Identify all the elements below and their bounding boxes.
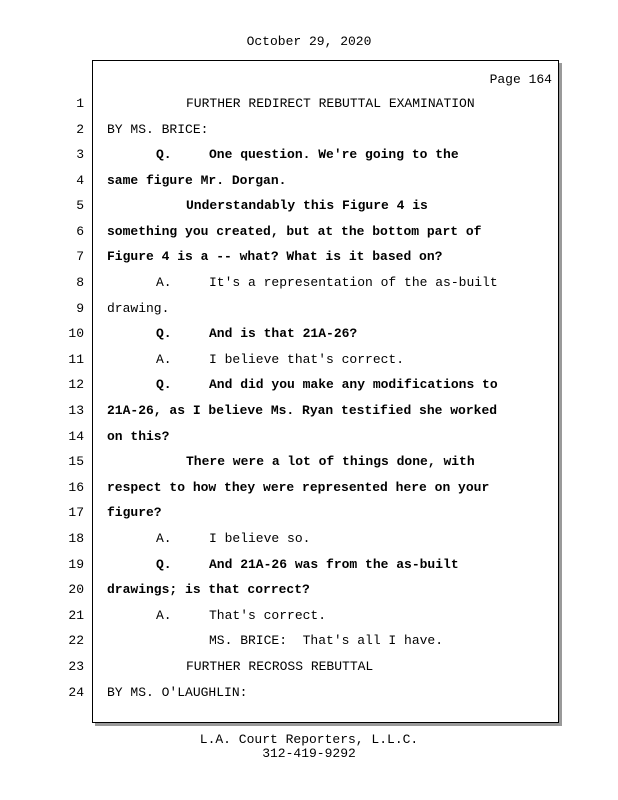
- line-number: 9: [76, 301, 84, 316]
- transcript-line: 21A-26, as I believe Ms. Ryan testified she worked: [107, 403, 498, 418]
- line-number: 1: [76, 96, 84, 111]
- line-number: 2: [76, 122, 84, 137]
- transcript-heading: FURTHER RECROSS REBUTTAL: [186, 659, 374, 674]
- question-label: Q.: [156, 377, 172, 392]
- footer-phone: 312-419-9292: [262, 746, 356, 761]
- line-number: 21: [68, 608, 84, 623]
- line-number: 5: [76, 198, 84, 213]
- transcript-line: That's correct.: [209, 608, 327, 623]
- answer-label: A.: [156, 531, 172, 546]
- transcript-line: And 21A-26 was from the as-built: [209, 557, 459, 572]
- line-number: 7: [76, 249, 84, 264]
- line-number: 8: [76, 275, 84, 290]
- line-number: 4: [76, 173, 84, 188]
- line-number: 10: [68, 326, 84, 341]
- transcript-line: Figure 4 is a -- what? What is it based on?: [107, 249, 443, 264]
- page-number: Page 164: [489, 72, 552, 87]
- transcript-line: MS. BRICE: That's all I have.: [209, 633, 444, 648]
- transcript-line: One question. We're going to the: [209, 147, 459, 162]
- answer-label: A.: [156, 352, 172, 367]
- header-date: October 29, 2020: [246, 34, 372, 49]
- transcript-line: respect to how they were represented here on your: [107, 480, 490, 495]
- transcript-line: figure?: [107, 505, 162, 520]
- line-number: 16: [68, 480, 84, 495]
- transcript-line: drawings; is that correct?: [107, 582, 310, 597]
- transcript-line: And is that 21A-26?: [209, 326, 358, 341]
- line-number: 20: [68, 582, 84, 597]
- line-number: 18: [68, 531, 84, 546]
- question-label: Q.: [156, 557, 172, 572]
- transcript-line: BY MS. BRICE:: [107, 122, 209, 137]
- transcript-line: on this?: [107, 429, 170, 444]
- line-number: 3: [76, 147, 84, 162]
- answer-label: A.: [156, 275, 172, 290]
- line-number: 15: [68, 454, 84, 469]
- line-number: 24: [68, 685, 84, 700]
- line-number: 19: [68, 557, 84, 572]
- transcript-line: I believe that's correct.: [209, 352, 405, 367]
- line-number: 14: [68, 429, 84, 444]
- line-number: 12: [68, 377, 84, 392]
- line-number: 17: [68, 505, 84, 520]
- transcript-line: It's a representation of the as-built: [209, 275, 498, 290]
- line-number: 11: [68, 352, 84, 367]
- transcript-line: something you created, but at the bottom part of: [107, 224, 482, 239]
- line-number: 23: [68, 659, 84, 674]
- transcript-line: I believe so.: [209, 531, 311, 546]
- question-label: Q.: [156, 326, 172, 341]
- transcript-heading: FURTHER REDIRECT REBUTTAL EXAMINATION: [186, 96, 475, 111]
- line-number: 13: [68, 403, 84, 418]
- transcript-line: same figure Mr. Dorgan.: [107, 173, 287, 188]
- transcript-line: Understandably this Figure 4 is: [186, 198, 428, 213]
- answer-label: A.: [156, 608, 172, 623]
- transcript-line: And did you make any modifications to: [209, 377, 498, 392]
- line-number: 6: [76, 224, 84, 239]
- footer-company: L.A. Court Reporters, L.L.C.: [199, 732, 419, 747]
- transcript-line: There were a lot of things done, with: [186, 454, 475, 469]
- question-label: Q.: [156, 147, 172, 162]
- transcript-line: BY MS. O'LAUGHLIN:: [107, 685, 248, 700]
- line-number: 22: [68, 633, 84, 648]
- transcript-line: drawing.: [107, 301, 170, 316]
